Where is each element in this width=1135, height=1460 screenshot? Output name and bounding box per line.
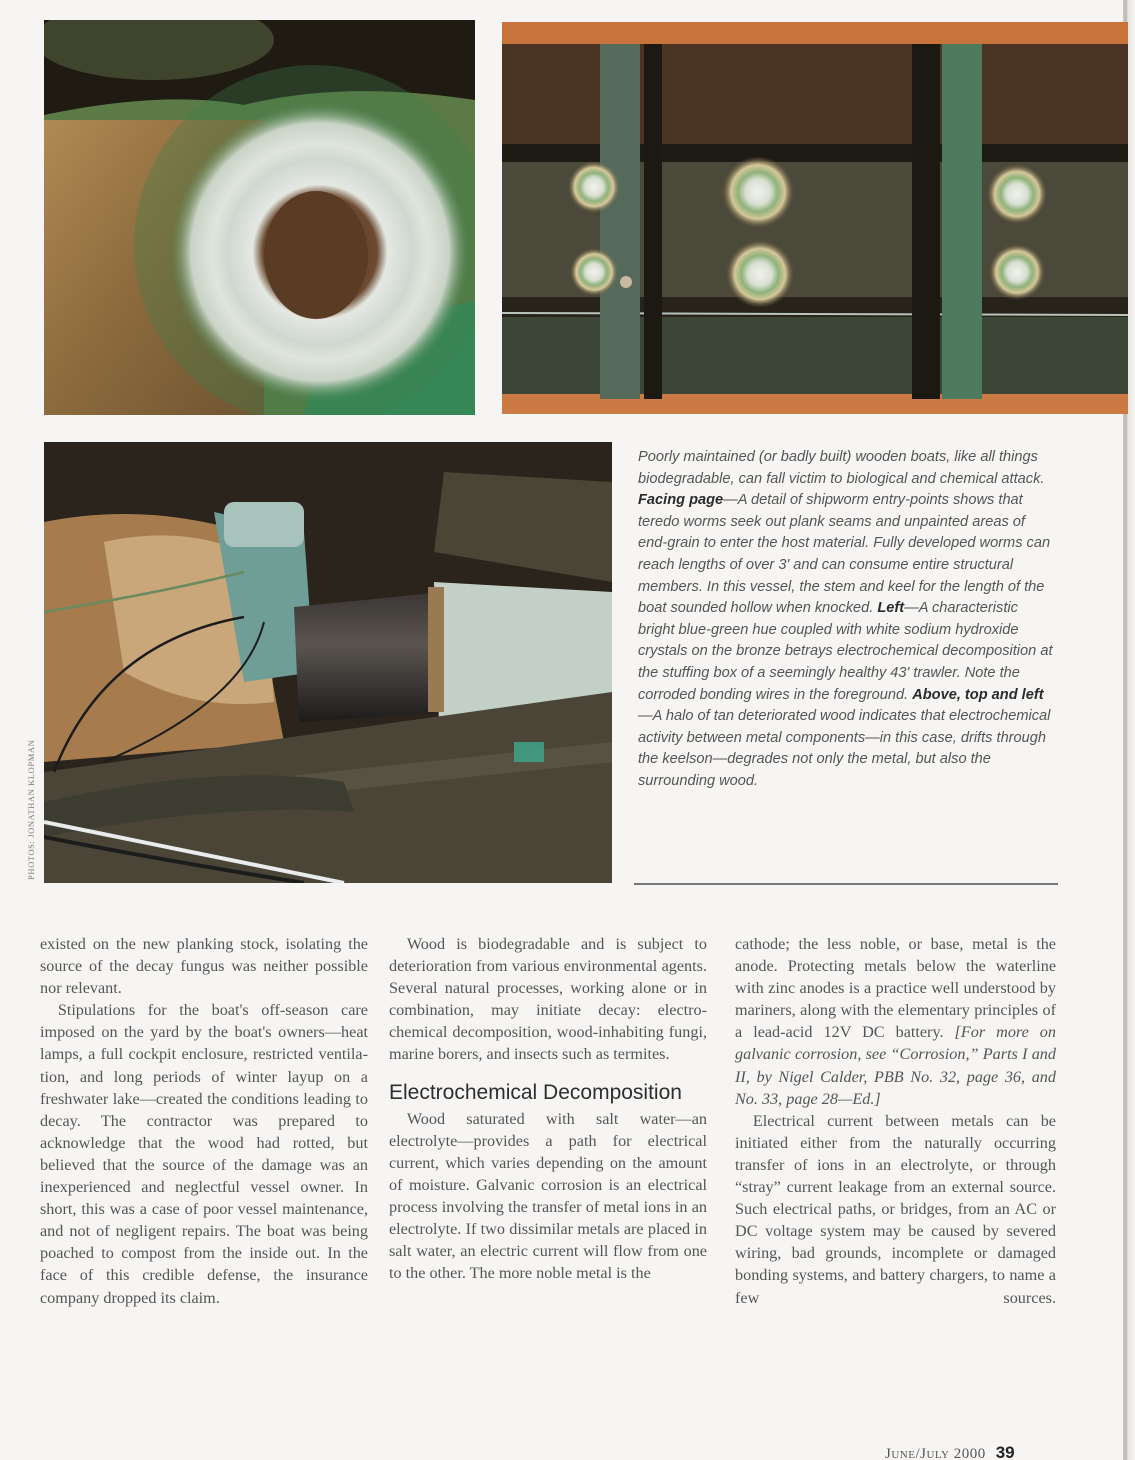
caption-label-facing-page: Facing page xyxy=(638,492,724,509)
article-paragraph: Wood is biodegradable and is subject to deterioration from various environmental agents. Several natural processes, working alone or in combination, may initiate decay: electrochemical decomposition, wood-inhabiting fungi, marine borers, and insects such as termites. xyxy=(389,935,707,1064)
article-column-1 xyxy=(40,933,368,1309)
caption-above-text: —A halo of tan deteriorated wood indicates that electrochemical activity between metal components—in this case, drifts through the keelson—degrades not only the metal, but also the surrounding wood. xyxy=(638,708,1051,789)
editor-note: [For more on galvanic corrosion, see “Corrosion,” Parts I and II, by Nigel Calder, PBB No. 32, page 36, and No. 33, page 28—Ed.] xyxy=(735,1023,1056,1108)
caption-intro: Poorly maintained (or badly built) wooden boats, like all things biodegradable, can fall victim to biological and chemical attack. xyxy=(638,449,1045,487)
photo-caption xyxy=(638,447,1058,793)
photo-stuffing-box-image xyxy=(44,442,612,883)
photo-drift-halo xyxy=(44,20,475,415)
caption-divider xyxy=(634,883,1058,885)
page-footer xyxy=(885,1443,1015,1460)
photo-drift-halo-image xyxy=(44,20,475,415)
article-paragraph: existed on the new planking stock, isolating the source of the decay fungus was neither possible nor relevant. xyxy=(40,935,368,998)
article-paragraph: Wood saturated with salt water—an electrolyte—provides a path for electrical current, which varies depending on the amount of moisture. Galvanic corrosion is an electrical process involving the transfer of metal ions in an electrolyte. If two dissimilar metals are placed in salt water, an electric current will flow from one to the other. The more noble metal is the xyxy=(389,1109,707,1283)
caption-label-left: Left xyxy=(877,600,905,617)
caption-label-above: Above, top and left xyxy=(912,686,1044,703)
caption-left-text: —A characteristic bright blue-green hue coupled with white sodium hydroxide crystals on the bronze betrays electrochemical decomposition at the stuffing box of a seemingly healthy 43' trawler. Note the corroded bonding wires in the foreground. xyxy=(638,600,1053,703)
article-column-2 xyxy=(389,933,707,1284)
section-heading: Electrochemical Decomposition xyxy=(389,1080,682,1104)
article-text: cathode; the less noble, or base, metal is the anode. Protecting metals below the waterline with zinc anodes is a practice well understood by mariners, along with the elementary principles of a lead-acid 12V DC battery. xyxy=(735,935,1056,1042)
photo-keelson-frames xyxy=(502,22,1128,414)
caption-facing-page-text: —A detail of shipworm entry-points shows that teredo worms seek out plank seams and unpainted areas of end-grain to enter the host material. Fully developed worms can reach lengths of over 3' and can consume entire structural members. In this vessel, the stem and keel for the length of the boat sounded hollow when knocked. xyxy=(638,492,1051,617)
article-column-3 xyxy=(735,933,1056,1309)
photo-keelson-frames-image xyxy=(502,22,1128,414)
article-paragraph xyxy=(735,933,1056,1110)
photo-credit: PHOTOS: JONATHAN KLOPMAN xyxy=(26,739,36,880)
article-paragraph: Electrical current between metals can be initiated either from the naturally occurring transfer of ions in an electrolyte, or through “stray” current leakage from an external source. Such electrical paths, or bridges, from an AC or DC voltage system may be caused by severed wiring, bad grounds, incomplete or damaged bonding systems, and battery chargers, to name a few sources. xyxy=(735,1111,1056,1307)
page-number: 39 xyxy=(995,1443,1015,1460)
article-paragraph: Stipulations for the boat's off-season care imposed on the yard by the boat's owners—heat lamps, a full cockpit enclosure, restricted ventilation, and long periods of winter layup on a freshwater lake—created the conditions leading to decay. The contractor was prepared to acknowledge that the wood had rotted, but believed that the source of the damage was an inexperienced and neglectful vessel owner. In short, this was a case of poor vessel maintenance, and not of negligent repairs. The boat was being poached to compost from the inside out. In the face of this credible defense, the insurance company dropped its claim. xyxy=(40,1001,368,1307)
photo-stuffing-box xyxy=(44,442,612,883)
issue-date: June/July 2000 xyxy=(885,1446,986,1460)
